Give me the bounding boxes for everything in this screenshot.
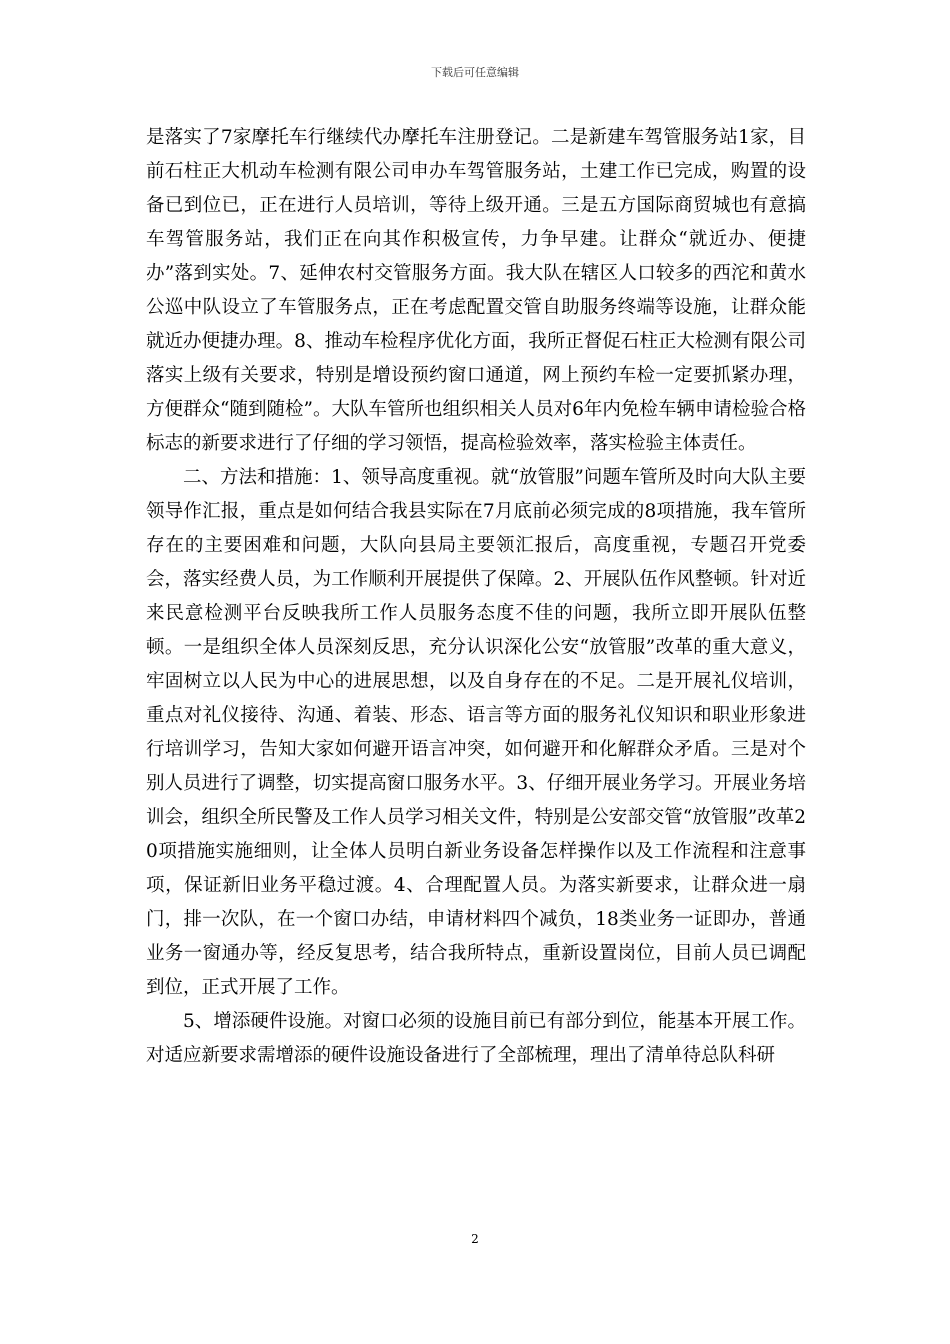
document-body (146, 121, 806, 1073)
paragraph-methods-measures: 二、方法和措施：1、领导高度重视。就“放管服”问题车管所及时向大队主要领导作汇报，重点是如何结合我县实际在7月底前必须完成的8项措施，我车管所存在的主要困难和问题，大队向县局主要领汇报后，高度重视，专题召开党委会，落实经费人员，为工作顺利开展提供了保障。2、开展队伍作风整顿。针对近来民意检测平台反映我所工作人员服务态度不佳的问题，我所立即开展队伍整顿。一是组织全体人员深刻反思，充分认识深化公安“放管服”改革的重大意义，牢固树立以人民为中心的进展思想，以及自身存在的不足。二是开展礼仪培训，重点对礼仪接待、沟通、着装、形态、语言等方面的服务礼仪知识和职业形象进行培训学习，告知大家如何避开语言冲突，如何避开和化解群众矛盾。三是对个别人员进行了调整，切实提高窗口服务水平。3、仔细开展业务学习。开展业务培训会，组织全所民警及工作人员学习相关文件，特别是公安部交管“放管服”改革20项措施实施细则，让全体人员明白新业务设备怎样操作以及工作流程和注意事项，保证新旧业务平稳过渡。4、合理配置人员。为落实新要求，让群众进一扇门，排一次队，在一个窗口办结，申请材料四个减负，18类业务一证即办，普通业务一窗通办等，经反复思考，结合我所特点，重新设置岗位，目前人员已调配到位，正式开展了工作。 (146, 467, 806, 998)
page-number: 2 (471, 1232, 479, 1246)
paragraph-continuation: 是落实了7家摩托车行继续代办摩托车注册登记。二是新建车驾管服务站1家，目前石柱正大机动车检测有限公司申办车驾管服务站，土建工作已完成，购置的设备已到位已，正在进行人员培训，等待上级开通。三是五方国际商贸城也有意搞车驾管服务站，我们正在向其作积极宣传，力争早建。让群众“就近办、便捷办”落到实处。7、延伸农村交管服务方面。我大队在辖区人口较多的西沱和黄水公巡中队设立了车管服务点，正在考虑配置交管自助服务终端等设施，让群众能就近办便捷办理。8、推动车检程序优化方面，我所正督促石柱正大检测有限公司落实上级有关要求，特别是增设预约窗口通道，网上预约车检一定要抓紧办理，方便群众“随到随检”。大队车管所也组织相关人员对6年内免检车辆申请检验合格标志的新要求进行了仔细的学习领悟，提高检验效率，落实检验主体责任。 (146, 127, 806, 454)
page-header: 下载后可任意编辑 (431, 66, 519, 79)
paragraph-hardware-facilities: 5、增添硬件设施。对窗口必须的设施目前已有部分到位，能基本开展工作。对适应新要求需增添的硬件设施设备进行了全部梳理，理出了清单待总队科研 (146, 1011, 806, 1066)
